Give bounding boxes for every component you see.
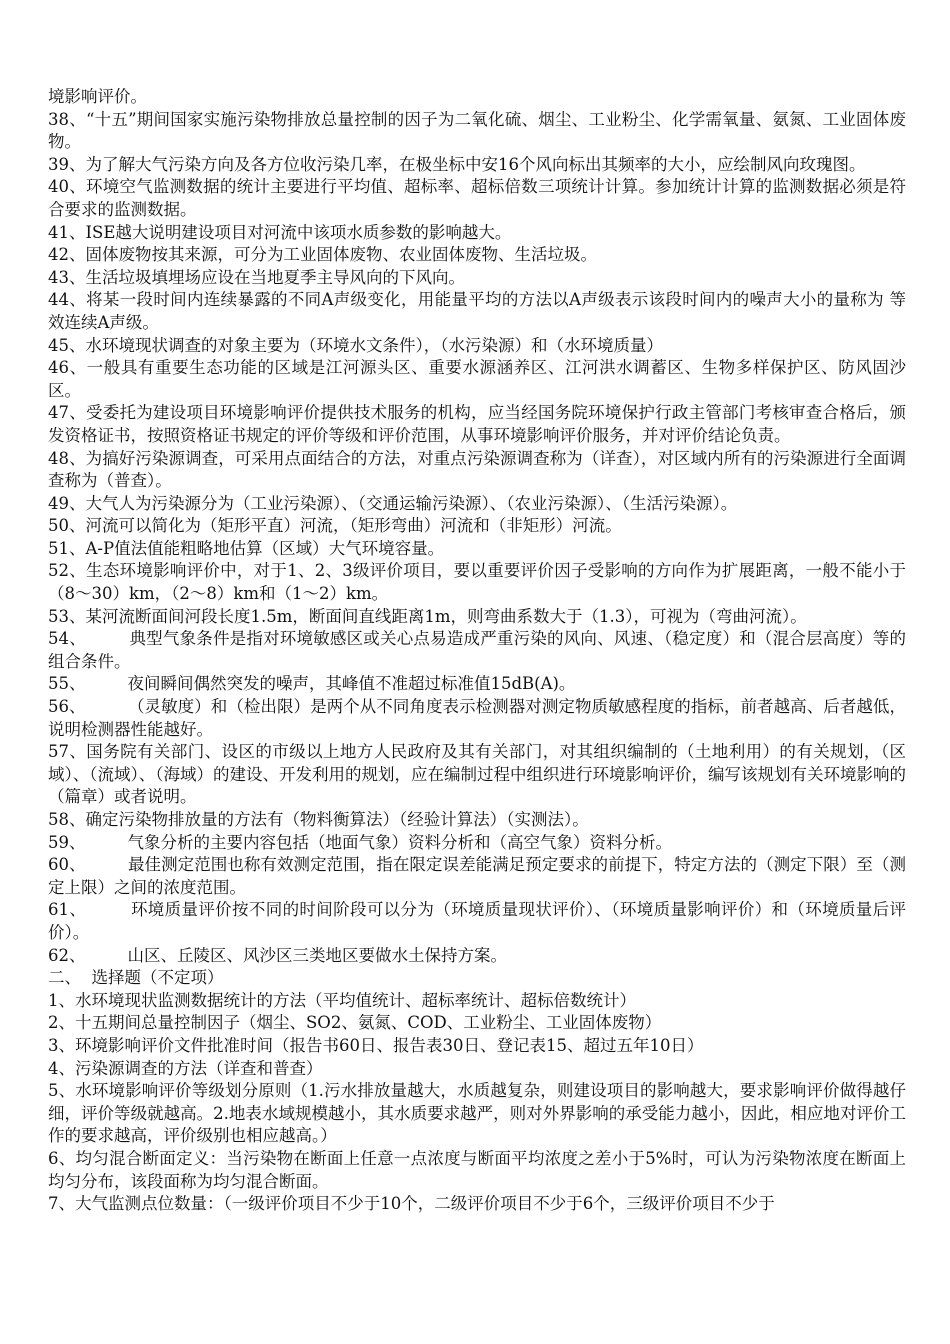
choice-item-2: 2、十五期间总量控制因子（烟尘、SO2、氨氮、COD、工业粉尘、工业固体废物） xyxy=(48,1013,662,1033)
paragraph-item-59: 59、 气象分析的主要内容包括（地面气象）资料分析和（高空气象）资料分析。 xyxy=(48,832,672,852)
paragraph-item-44: 44、将某一段时间内连续暴露的不同A声级变化，用能量平均的方法以A声级表示该段时间内的噪声大小的量称为 等效连续A声级。 xyxy=(48,290,906,332)
paragraph-item-58: 58、确定污染物排放量的方法有（物料衡算法）（经验计算法）（实测法）。 xyxy=(48,810,589,829)
paragraph-item-50: 50、河流可以简化为（矩形平直）河流，（矩形弯曲）河流和（非矩形）河流。 xyxy=(48,516,622,536)
choice-item-7: 7、大气监测点位数量：（一级评价项目不少于10个，二级评价项目不少于6个，三级评价项目不少于 xyxy=(48,1194,775,1214)
paragraph-item-51: 51、A-P值法值能粗略地估算（区域）大气环境容量。 xyxy=(48,538,445,558)
choice-item-5: 5、水环境影响评价等级划分原则（1.污水排放量越大，水质越复杂，则建设项目的影响越大，要求影响评价做得越仔细，评价等级就越高。2.地表水域规模越小，其水质要求越严，则对外界影响的承受能力越小，因此，相应地对评价工作的要求越高，评价级别也相应越高。） xyxy=(48,1081,906,1146)
paragraph-item-56: 56、 （灵敏度）和（检出限）是两个从不同角度表示检测器对测定物质敏感程度的指标，前者越高、后者越低，说明检测器性能越好。 xyxy=(48,697,906,739)
paragraph-item-60: 60、 最佳测定范围也称有效测定范围，指在限定误差能满足预定要求的前提下，特定方法的（测定下限）至（测定上限）之间的浓度范围。 xyxy=(48,855,906,897)
paragraph-item-61: 61、 环境质量评价按不同的时间阶段可以分为（环境质量现状评价）、（环境质量影响评价）和（环境质量后评价）。 xyxy=(48,900,906,942)
paragraph-item-53: 53、某河流断面间河段长度1.5m，断面间直线距离1m，则弯曲系数大于（1.3），可视为（弯曲河流）。 xyxy=(48,606,807,626)
paragraph-item-48: 48、为搞好污染源调查，可采用点面结合的方法，对重点污染源调查称为（详查），对区域内所有的污染源进行全面调查称为（普查）。 xyxy=(48,448,906,491)
paragraph-continuation: 境影响评价。 xyxy=(48,87,147,106)
paragraph-item-62: 62、 山区、丘陵区、风沙区三类地区要做水土保持方案。 xyxy=(48,945,507,965)
paragraph-item-43: 43、生活垃圾填埋场应设在当地夏季主导风向的下风向。 xyxy=(48,267,465,287)
section-heading: 二、 选择题（不定项） xyxy=(48,968,224,988)
paragraph-item-49: 49、大气人为污染源分为（工业污染源）、（交通运输污染源）、（农业污染源）、（生活污染源）。 xyxy=(48,493,738,513)
paragraph-item-40: 40、环境空气监测数据的统计主要进行平均值、超标率、超标倍数三项统计计算。参加统计计算的监测数据必须是符合要求的监测数据。 xyxy=(48,177,906,219)
paragraph-item-47: 47、受委托为建设项目环境影响评价提供技术服务的机构，应当经国务院环境保护行政主管部门考核审查合格后，颁发资格证书，按照资格证书规定的评价等级和评价范围，从事环境影响评价服务，并对评价结论负责。 xyxy=(48,403,906,445)
choice-item-1: 1、水环境现状监测数据统计的方法（平均值统计、超标率统计、超标倍数统计） xyxy=(48,990,636,1010)
choice-item-3: 3、环境影响评价文件批准时间（报告书60日、报告表30日、登记表15、超过五年10日） xyxy=(48,1035,704,1055)
paragraph-item-38: 38、“十五”期间国家实施污染物排放总量控制的因子为二氧化硫、烟尘、工业粉尘、化学需氧量、氨氮、工业固体废物。 xyxy=(48,109,906,152)
paragraph-item-39: 39、为了解大气污染方向及各方位收污染几率，在极坐标中安16个风向标出其频率的大小，应绘制风向玫瑰图。 xyxy=(48,154,866,174)
choice-item-6: 6、均匀混合断面定义：当污染物在断面上任意一点浓度与断面平均浓度之差小于5%时，可认为污染物浓度在断面上均匀分布，该段面称为均匀混合断面。 xyxy=(48,1148,906,1191)
paragraph-item-52: 52、生态环境影响评价中，对于1、2、3级评价项目，要以重要评价因子受影响的方向作为扩展距离，一般不能小于（8～30）km，（2～8）km和（1～2）km。 xyxy=(48,561,906,604)
paragraph-item-55: 55、 夜间瞬间偶然突发的噪声，其峰值不准超过标准值15dB(A)。 xyxy=(48,674,576,694)
paragraph-item-41: 41、ISE越大说明建设项目对河流中该项水质参数的影响越大。 xyxy=(48,222,512,242)
paragraph-item-57: 57、国务院有关部门、设区的市级以上地方人民政府及其有关部门，对其组织编制的（土地利用）的有关规划，（区域）、（流域）、（海域）的建设、开发利用的规划，应在编制过程中组织进行环境影响评价，编写该规划有关环境影响的（篇章）或者说明。 xyxy=(48,742,906,807)
paragraph-item-46: 46、一般具有重要生态功能的区域是江河源头区、重要水源涵养区、江河洪水调蓄区、生物多样保护区、防风固沙区。 xyxy=(48,358,906,400)
paragraph-item-45: 45、水环境现状调查的对象主要为（环境水文条件），（水污染源）和（水环境质量） xyxy=(48,335,663,355)
paragraph-item-54: 54、 典型气象条件是指对环境敏感区或关心点易造成严重污染的风向、风速、（稳定度）和（混合层高度）等的组合条件。 xyxy=(48,629,906,671)
paragraph-item-42: 42、固体废物按其来源，可分为工业固体废物、农业固体废物、生活垃圾。 xyxy=(48,245,597,265)
choice-item-4: 4、污染源调查的方法（详查和普查） xyxy=(48,1058,323,1078)
